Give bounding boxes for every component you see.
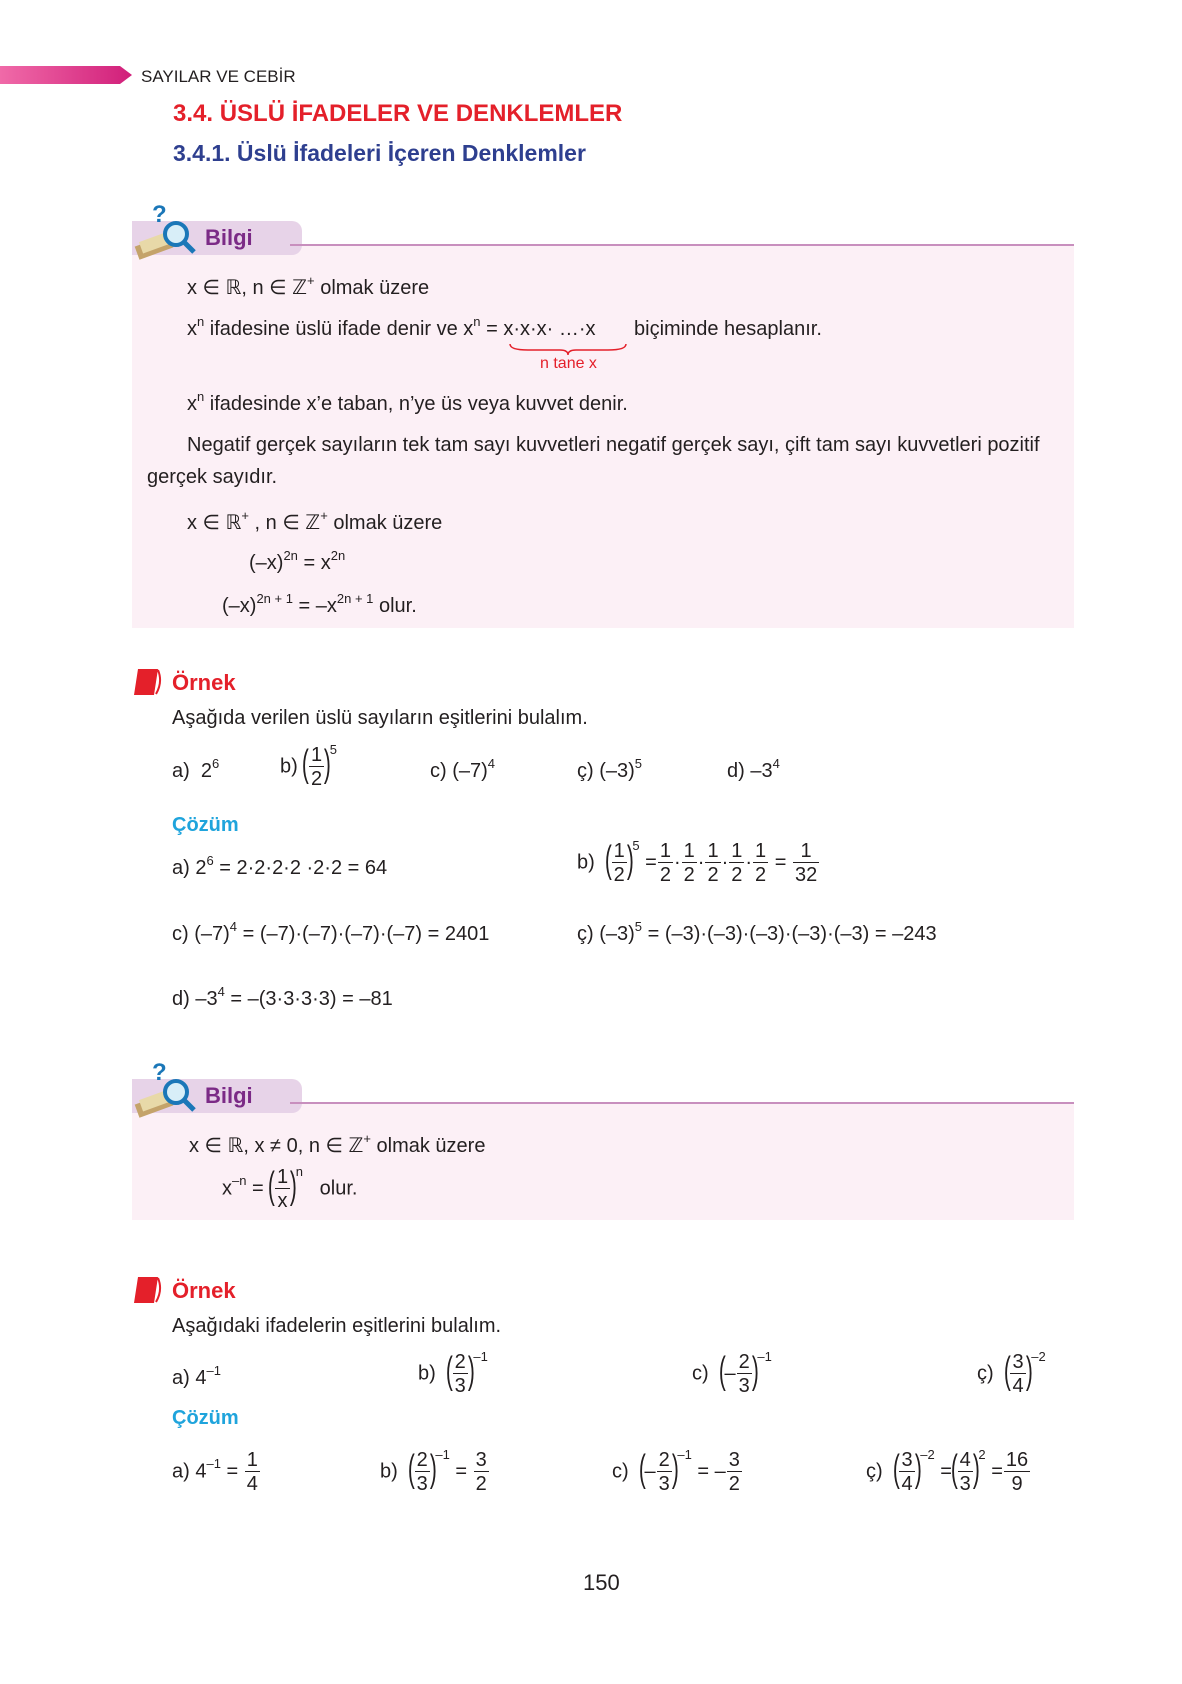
bilgi-label-2: Bilgi (205, 1083, 253, 1108)
ornek2-item-c: c) (– $\frac{2}{3}$ )$^{-1}$ (692, 1349, 772, 1397)
ornek1-item-d: d) $-3^4$ (727, 756, 780, 782)
cozum-label-2: Çözüm (172, 1407, 239, 1429)
bilgi-line-1 (290, 244, 1074, 246)
page-number: 150 (583, 1570, 620, 1595)
bilgi1-eq2: $(-x)^{2n + 1} = -x^{2n + 1}$ olur. (222, 591, 417, 617)
bilgi1-eq1: $(-x)^{2n} = x^{2n}$ (249, 548, 346, 574)
ornek2-item-cc: ç) ( $\frac{3}{4}$ )$^{-2}$ (977, 1349, 1046, 1397)
page-title: 3.4. ÜSLÜ İFADELER VE DENKLEMLER (173, 100, 623, 127)
ornek2-sol-a: a) $4^{-1}$ = $\frac{1}{4}$ (172, 1449, 258, 1495)
ornek1-prompt: Aşağıda verilen üslü sayıların eşitlerini bulalım. (172, 707, 588, 729)
bilgi1-para2: gerçek sayıdır. (147, 466, 278, 488)
ornek1-sol-d: d) $-3^4 = -(3\cdot 3\cdot 3\cdot 3) = -81$ (172, 984, 393, 1010)
header-accent-shape (0, 66, 135, 84)
ornek-label-2: Örnek (172, 1278, 236, 1303)
ornek1-sol-cc: ç) $(-3)^5 = (-3)\cdot(-3)\cdot(-3)\cdot(-3)\cdot(-3) = -243$ (577, 919, 937, 945)
ornek1-item-a: a) $2^6$ (172, 756, 220, 782)
ornek2-prompt: Aşağıdaki ifadelerin eşitlerini bulalım. (172, 1315, 502, 1337)
ornek1-item-cc: ç) $(-3)^5$ (577, 756, 643, 782)
bilgi1-line2: $x^n$ ifadesine üslü ifade denir ve $x^n = x\cdot x\cdot x\cdot$ …·x (187, 314, 596, 340)
bilgi1-para1: Negatif gerçek sayıların tek tam sayı kuvvetleri negatif gerçek sayı, çift tam sayı kuvvetleri pozitif (187, 434, 1040, 456)
section-label: SAYILAR VE CEBİR (141, 67, 296, 86)
brace-label: n tane x (540, 355, 597, 372)
ornek1-sol-c: c) $(-7)^4 = (-7)\cdot(-7)\cdot(-7)\cdot(-7) = 2401$ (172, 919, 490, 945)
page-subtitle: 3.4.1. Üslü İfadeleri İçeren Denklemler (173, 140, 586, 166)
bilgi1-line2-end: biçiminde hesaplanır. (634, 318, 822, 340)
bilgi1-line3: $x^n$ ifadesinde x’e taban, n’ye üs veya kuvvet denir. (187, 389, 628, 415)
ornek1-sol-a: a) $2^6 = 2\cdot 2\cdot 2\cdot 2 \cdot 2\cdot 2 = 64$ (172, 853, 388, 879)
ornek2-sol-b: b) ( $\frac{2}{3}$ )$^{-1}$ = $\frac{3}{2}$ (380, 1447, 487, 1495)
ornek1-item-c: c) $(-7)^4$ (430, 756, 496, 782)
ornek1-sol-b: b) ( $\frac{1}{2}$ )$^5$ = $\frac{1}{2}$ · $\frac{1}{2}$ · $\frac{1}{2}$ · $\frac{1}{2}$ · $\frac{1}{2}$ = $\frac{1}{32}$ (577, 838, 818, 886)
ornek2-item-b: b) ( $\frac{2}{3}$ )$^{-1}$ (418, 1349, 488, 1397)
bilgi1-line4: x ∈ ℝ+ , n ∈ ℤ+ olmak üzere (187, 508, 443, 534)
ornek2-sol-c: c) (– $\frac{2}{3}$ )$^{-1}$ = – $\frac{3}{2}$ (612, 1447, 740, 1495)
ornek-tag-icon (132, 669, 162, 695)
magnifier-book-icon-2 (132, 1058, 198, 1128)
bilgi2-eq: $x^{-n}$ = ( $\frac{1}{x}$ )$^n$ olur. (222, 1164, 358, 1212)
header-accent-bar (0, 66, 125, 84)
bilgi1-line1: x ∈ ℝ, n ∈ ℤ+ olmak üzere (187, 273, 430, 299)
cozum-label-1: Çözüm (172, 814, 239, 836)
ornek-label-1: Örnek (172, 670, 236, 695)
ornek1-item-b: b) ( $\frac{1}{2}$ )$^5$ (280, 742, 338, 790)
ornek-tag-icon-2 (132, 1277, 162, 1303)
ornek2-item-a: a) $4^{-1}$ (172, 1363, 221, 1389)
magnifier-book-icon (132, 200, 198, 270)
underbrace-icon (508, 342, 628, 356)
question-mark-icon-2: ? (152, 1059, 167, 1086)
bilgi-line-2 (290, 1102, 1074, 1104)
bilgi-label-1: Bilgi (205, 225, 253, 250)
question-mark-icon: ? (152, 201, 167, 228)
bilgi2-line1: x ∈ ℝ, x ≠ 0, n ∈ ℤ+ olmak üzere (189, 1131, 486, 1157)
ornek2-sol-cc: ç) ( $\frac{3}{4}$ )$^{-2}$ =( $\frac{4}{3}$ )$^2$ = $\frac{16}{9}$ (866, 1447, 1029, 1495)
